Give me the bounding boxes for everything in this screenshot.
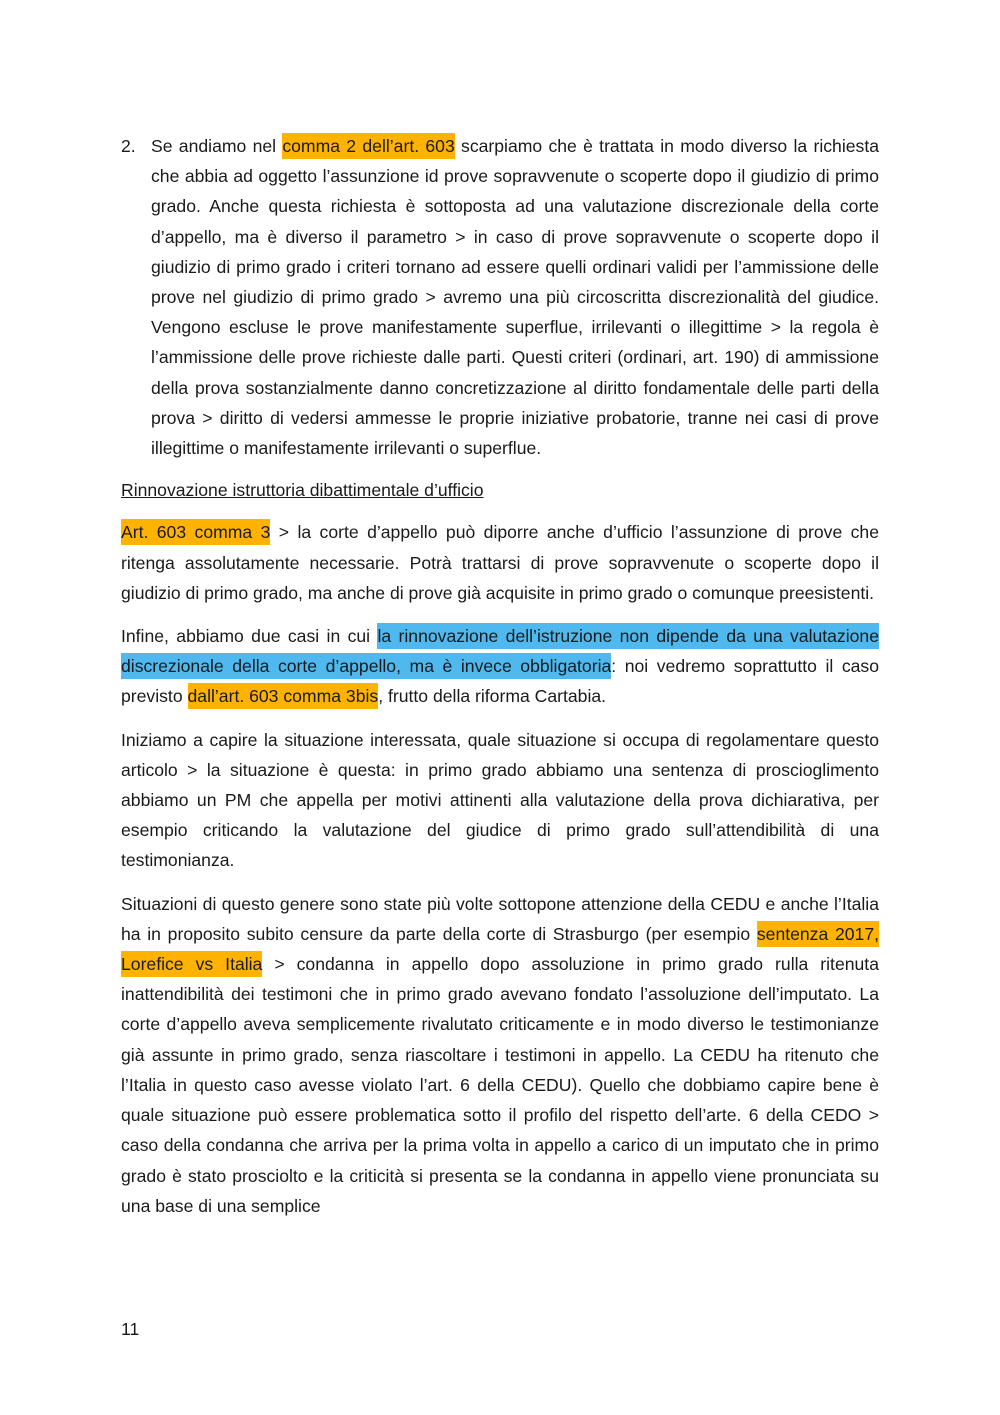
highlight-orange: sentenza 2017, Lorefice vs Italia	[121, 921, 879, 977]
text-run: : noi vedremo soprattutto il caso previsto	[121, 656, 879, 707]
paragraph-4	[121, 889, 879, 1221]
paragraph-1	[121, 517, 879, 608]
text-run: > la corte d’appello può diporre anche d’ufficio l’assunzione di prove che ritenga assolutamente necessarie. Potrà trattarsi di prove sopravvenute o scoperte dopo il giudizio di primo grado, ma anche di prove già acquisite in primo grado o comunque preesistenti.	[121, 522, 879, 603]
text-run: Infine, abbiamo due casi in cui	[121, 626, 378, 647]
paragraph-3: Iniziamo a capire la situazione interessata, quale situazione si occupa di regolamentare questo articolo > la situazione è questa: in primo grado abbiamo una sentenza di proscioglimento abbiamo un PM che appella per motivi attinenti alla valutazione della prova dichiarativa, per esempio criticando la valutazione del giudice di primo grado sull’attendibilità di una testimonianza.	[121, 729, 879, 871]
highlight-orange: dall’art. 603 comma 3bis	[188, 683, 379, 709]
highlight-orange: Art. 603 comma 3	[121, 519, 270, 545]
text-run: Situazioni di questo genere sono state più volte sottopone attenzione della CEDU e anche l’Italia ha in proposito subito censure da parte della corte di Strasburgo (per esempio	[121, 893, 879, 944]
page-number: 11	[121, 1319, 140, 1339]
paragraph-2	[121, 621, 879, 712]
document-body	[121, 131, 879, 1234]
text-run: Se andiamo nel	[151, 136, 283, 156]
list-number: 2.	[121, 136, 136, 156]
text-run: scarpiamo che è trattata in modo diverso la richiesta che abbia ad oggetto l’assunzione id prove sopravvenute o scoperte dopo il giudizio di primo grado. Anche questa richiesta è sottoposta ad una valutazione discrezionale della corte d’appello, ma è diverso il parametro > in caso di prove sopravvenute o scoperte dopo il giudizio di primo grado i criteri tornano ad essere quelli ordinari validi per l’ammissione delle prove nel giudizio di primo grado > avremo una più circoscritta discrezionalità del giudice. Vengono escluse le prove manifestamente superflue, irrilevanti o illegittime > la regola è l’ammissione delle prove richieste dalle parti. Questi criteri (ordinari, art. 190) di ammissione della prova sostanzialmente danno concretizzazione al diritto fondamentale delle parti della prova > diritto di vedersi ammesse le proprie iniziative probatorie, tranne nei casi di prove illegittime o manifestamente irrilevanti o superflue.	[151, 136, 879, 459]
highlight-orange: comma 2 dell’art. 603	[282, 133, 454, 159]
text-run: , frutto della riforma Cartabia.	[378, 686, 607, 707]
highlight-blue: la rinnovazione dell’istruzione non dipende da una valutazione discrezionale della corte d’appello, ma è invece obbligatoria	[121, 623, 879, 679]
section-heading: Rinnovazione istruttoria dibattimentale d’ufficio	[121, 480, 484, 501]
list-item-2	[121, 131, 879, 463]
text-run: > condanna in appello dopo assoluzione in primo grado rulla ritenuta inattendibilità dei testimoni che in primo grado avevano fondato l’assoluzione dell’imputato. La corte d’appello aveva semplicemente rivalutato criticamente e in modo diverso le testimonianze già assunte in primo grado, senza riascoltare i testimoni in appello. La CEDU ha ritenuto che l’Italia in questo caso avesse violato l’art. 6 della CEDU). Quello che dobbiamo capire bene è quale situazione può essere problematica sotto il profilo del rispetto dell’arte. 6 della CEDO > caso della condanna che arriva per la prima volta in appello a carico di un imputato che in primo grado è stato prosciolto e la criticità si presenta se la condanna in appello viene pronunciata su una base di una semplice	[121, 954, 879, 1216]
